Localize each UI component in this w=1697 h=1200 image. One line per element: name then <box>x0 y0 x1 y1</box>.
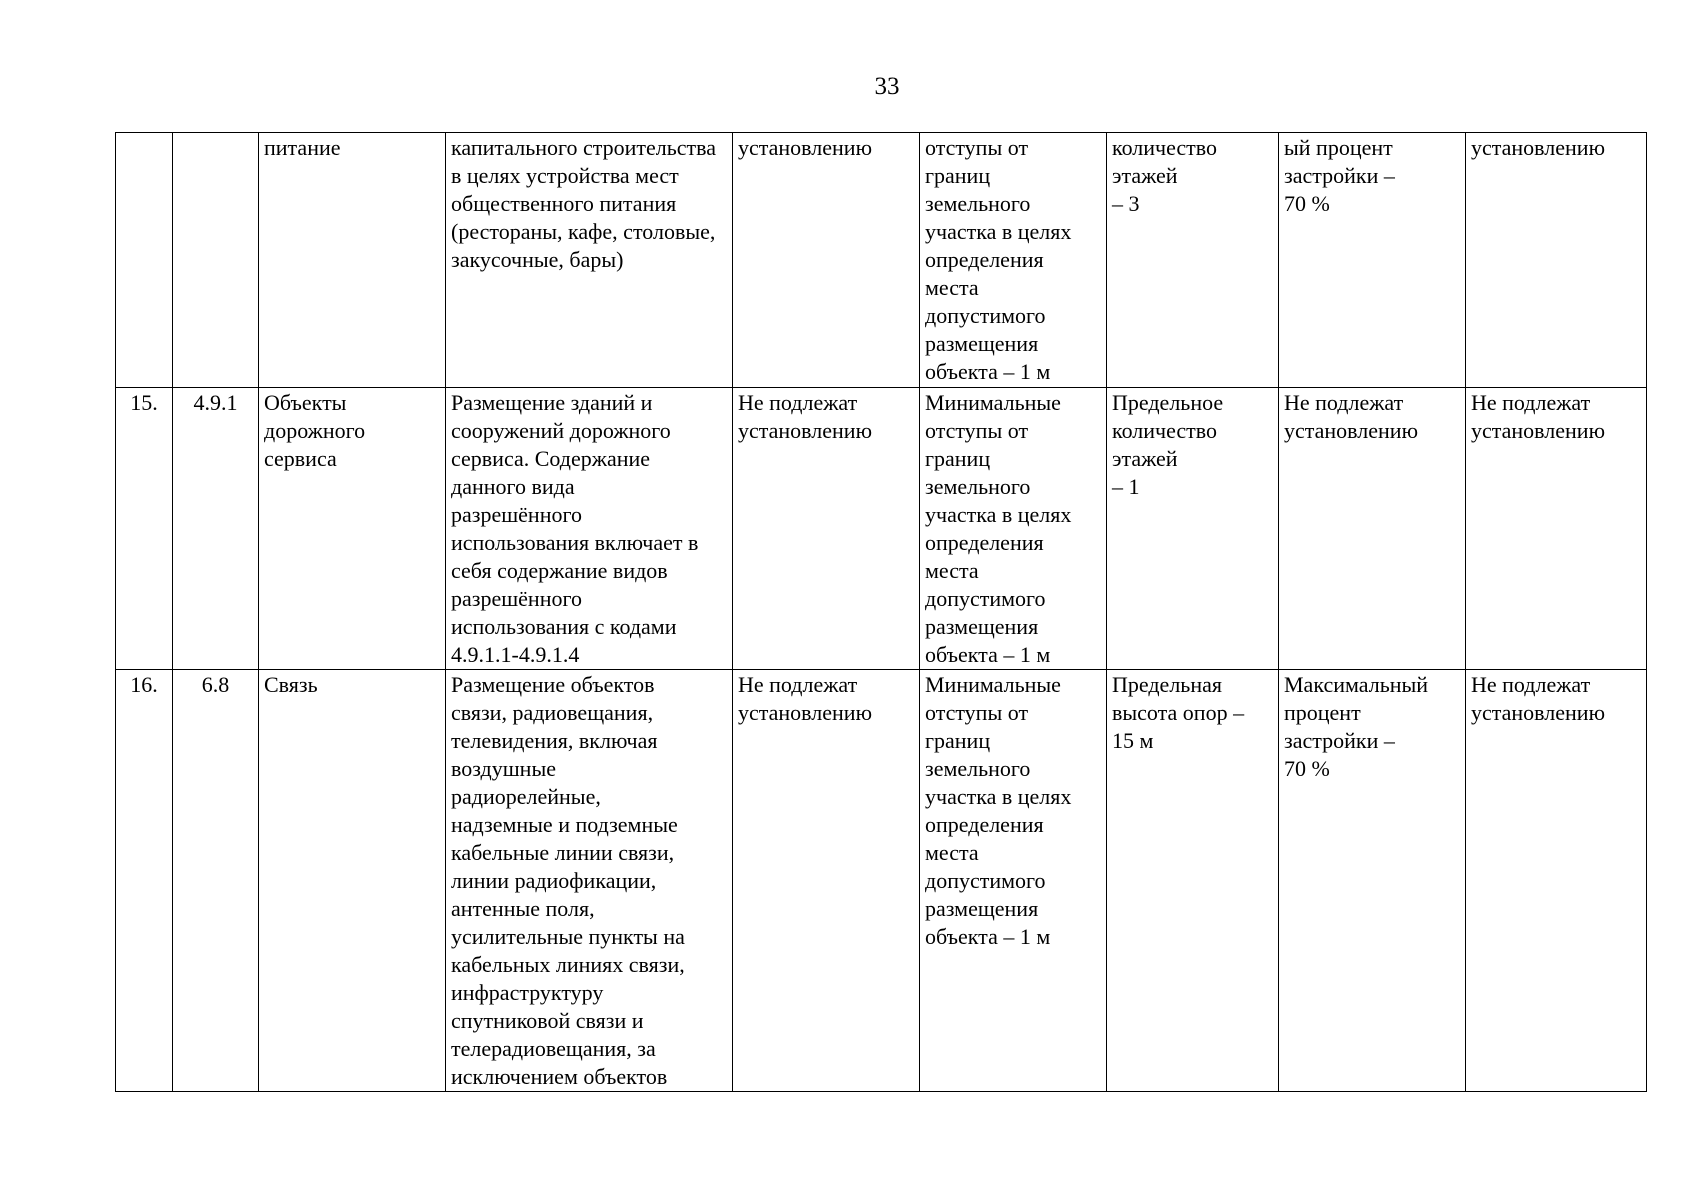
table-row <box>116 388 1647 670</box>
use-name-cell: Объекты дорожного сервиса <box>259 388 446 670</box>
use-description-cell: капитального строительства в целях устройства мест общественного питания (рестораны, кафе, столовые, закусочные, бары) <box>446 133 733 388</box>
setbacks-cell: отступы от границ земельного участка в целях определения места допустимого размещения объекта – 1 м <box>920 133 1107 388</box>
use-description-cell: Размещение объектов связи, радиовещания, телевидения, включая воздушные радиорелейные, надземные и подземные кабельные линии связи, линии радиофикации, антенные поля, усилительные пункты на кабельных линиях связи, инфраструктуру спутниковой связи и телерадиовещания, за исключением объектов <box>446 670 733 1092</box>
row-number-cell <box>116 133 173 388</box>
other-params-cell: Не подлежат установлению <box>1466 388 1647 670</box>
use-code-cell: 6.8 <box>173 670 259 1092</box>
table-row <box>116 133 1647 388</box>
row-number-cell: 15. <box>116 388 173 670</box>
coverage-cell: Максимальный процент застройки – 70 % <box>1279 670 1466 1092</box>
setbacks-cell: Минимальные отступы от границ земельного участка в целях определения места допустимого размещения объекта – 1 м <box>920 670 1107 1092</box>
coverage-cell: Не подлежат установлению <box>1279 388 1466 670</box>
use-name-cell: Связь <box>259 670 446 1092</box>
plot-size-cell: установлению <box>733 133 920 388</box>
use-code-cell: 4.9.1 <box>173 388 259 670</box>
page-number: 33 <box>874 73 900 100</box>
use-code-cell <box>173 133 259 388</box>
row-number-cell: 16. <box>116 670 173 1092</box>
other-params-cell: Не подлежат установлению <box>1466 670 1647 1092</box>
plot-size-cell: Не подлежат установлению <box>733 388 920 670</box>
table-row <box>116 670 1647 1092</box>
use-name-cell: питание <box>259 133 446 388</box>
other-params-cell: установлению <box>1466 133 1647 388</box>
coverage-cell: ый процент застройки – 70 % <box>1279 133 1466 388</box>
zoning-regulations-table <box>115 132 1647 1092</box>
floors-cell: Предельное количество этажей – 1 <box>1107 388 1279 670</box>
floors-cell: Предельная высота опор – 15 м <box>1107 670 1279 1092</box>
floors-cell: количество этажей – 3 <box>1107 133 1279 388</box>
use-description-cell: Размещение зданий и сооружений дорожного сервиса. Содержание данного вида разрешённого использования включает в себя содержание видов разрешённого использования с кодами 4.9.1.1-4.9.1.4 <box>446 388 733 670</box>
setbacks-cell: Минимальные отступы от границ земельного участка в целях определения места допустимого размещения объекта – 1 м <box>920 388 1107 670</box>
plot-size-cell: Не подлежат установлению <box>733 670 920 1092</box>
